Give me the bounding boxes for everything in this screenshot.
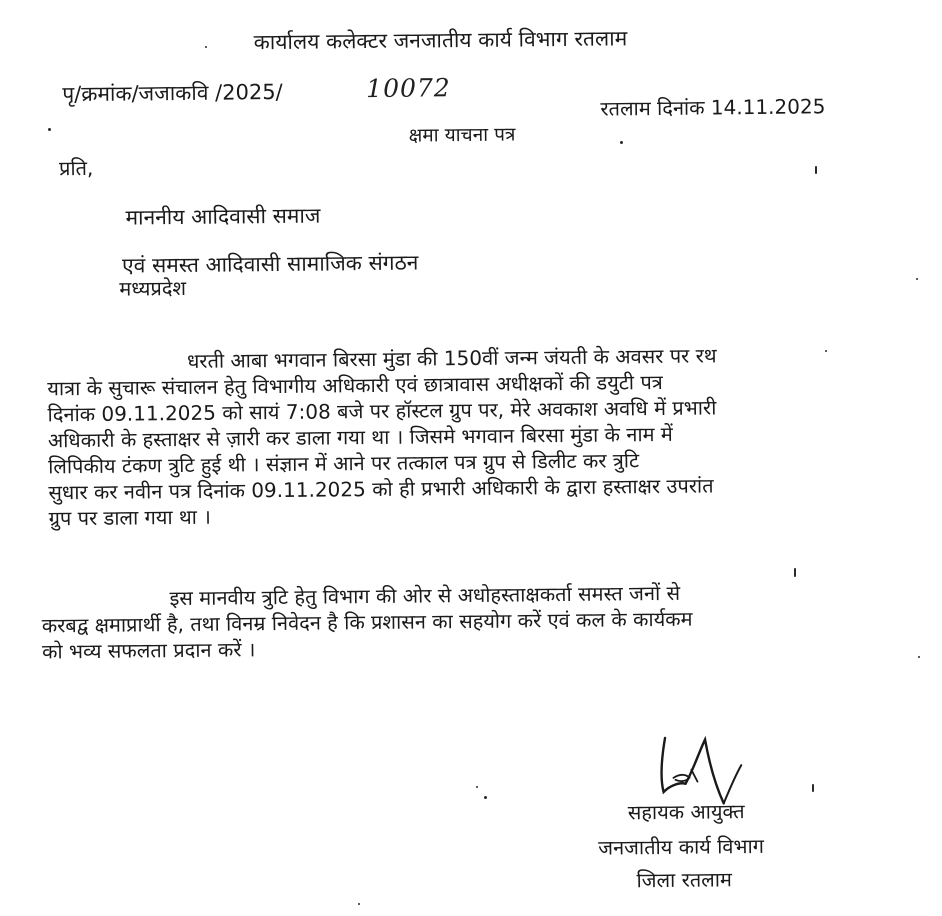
paragraph-line: अधिकारी के हस्ताक्षर से ज़ारी कर डाला गया था । जिसमे भगवान बिरसा मुंडा के नाम में — [47, 421, 673, 453]
scan-speck — [815, 166, 817, 174]
scan-speck — [205, 46, 207, 48]
scan-speck — [358, 903, 360, 905]
date-line: रतलाम दिनांक 14.11.2025 — [600, 94, 826, 121]
scan-speck — [794, 568, 796, 577]
recipient-line: माननीय आदिवासी समाज — [125, 203, 321, 230]
signatory-department: जनजातीय कार्य विभाग — [598, 833, 765, 860]
reference-number-label: पृ/क्रमांक/जजाकवि /2025/ — [62, 79, 283, 107]
paragraph-line: लिपिकीय टंकण त्रुटि हुई थी । संज्ञान में आने पर तत्काल पत्र ग्रुप से डिलीट कर त्रुटि — [48, 448, 640, 479]
subject-line: क्षमा याचना पत्र — [408, 123, 516, 147]
paragraph-line: करबद्व क्षमाप्रार्थी है, तथा विनम्र निवेदन है कि प्रशासन का सहयोग करें एवं कल के कार्यकम — [41, 606, 693, 638]
recipient-line: मध्यप्रदेश — [119, 275, 187, 301]
scan-speck — [812, 784, 814, 792]
paragraph-line: धरती आबा भगवान बिरसा मुंडा की 150वीं जन्म जंयती के अवसर पर रथ — [186, 343, 717, 373]
scan-speck — [918, 656, 920, 658]
scan-speck — [484, 796, 487, 799]
paragraph-line: यात्रा के सुचारू संचालन हेतु विभागीय अधिकारी एवं छात्रावास अधीक्षकों की डयुटी पत्र — [47, 369, 663, 401]
body-paragraph-1 — [47, 342, 718, 531]
paragraph-line: दिनांक 09.11.2025 को सायं 7:08 बजे पर हॉस्टल ग्रुप पर, मेरे अवकाश अवधि में प्रभारी — [47, 395, 717, 427]
scan-speck — [48, 128, 51, 131]
paragraph-line: को भव्य सफलता प्रदान करें । — [41, 637, 256, 664]
paragraph-line: इस मानवीय त्रुटि हेतु विभाग की ओर से अधोहस्ताक्षकर्ता समस्त जनों से — [169, 580, 681, 611]
scan-speck — [620, 141, 623, 144]
paragraph-line: ग्रुप पर डाला गया था । — [48, 504, 211, 531]
signatory-district: जिला रतलाम — [636, 867, 733, 893]
scan-speck — [916, 278, 918, 280]
paragraph-line: सुधार कर नवीन पत्र दिनांक 09.11.2025 को ही प्रभारी अधिकारी के द्वारा हस्ताक्षर उपरांत — [48, 473, 714, 505]
scan-speck — [476, 786, 478, 788]
recipient-line: एवं समस्त आदिवासी सामाजिक संगठन — [121, 250, 419, 278]
salutation: प्रति, — [58, 155, 94, 181]
office-title: कार्यालय कलेक्टर जनजातीय कार्य विभाग रतलाम — [253, 26, 628, 55]
body-paragraph-2 — [41, 580, 693, 665]
reference-number-handwritten: 10072 — [366, 73, 451, 104]
scan-speck — [825, 350, 827, 352]
signatory-designation: सहायक आयुक्त — [627, 799, 745, 825]
